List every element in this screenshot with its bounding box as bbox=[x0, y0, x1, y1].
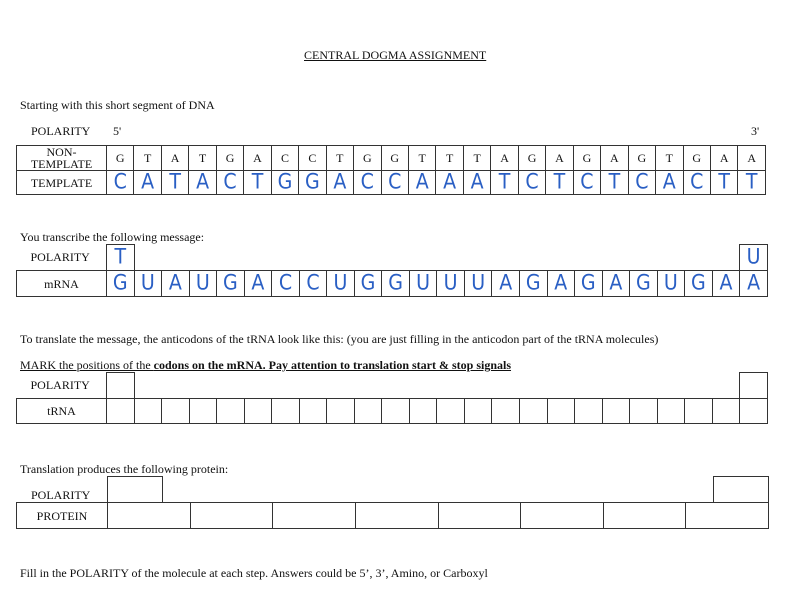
transcribe-text: You transcribe the following message: bbox=[20, 230, 205, 244]
mrna-polarity-spacer bbox=[134, 245, 162, 271]
trna-anticodon-cell[interactable] bbox=[244, 399, 272, 424]
template-base-cell[interactable] bbox=[546, 171, 573, 195]
protein-text: Translation produces the following protein: bbox=[20, 462, 229, 476]
mrna-polarity-spacer bbox=[630, 245, 658, 271]
trna-polarity-spacer bbox=[189, 373, 217, 399]
protein-polarity-label: POLARITY bbox=[31, 488, 91, 502]
mrna-base: A bbox=[499, 270, 513, 296]
mrna-polarity-row bbox=[17, 245, 768, 271]
mrna-polarity-spacer bbox=[354, 245, 382, 271]
mrna-base: A bbox=[719, 270, 733, 296]
protein-amino-acid-cell[interactable] bbox=[355, 503, 438, 529]
nontemplate-base: A bbox=[244, 146, 271, 171]
template-base: A bbox=[470, 170, 484, 195]
protein-amino-acid-cell[interactable] bbox=[686, 503, 769, 529]
mrna-polarity-spacer bbox=[492, 245, 520, 271]
nontemplate-base: G bbox=[354, 146, 381, 171]
mrna-base: C bbox=[278, 270, 293, 296]
trna-table bbox=[16, 372, 768, 424]
trna-polarity-spacer bbox=[272, 373, 300, 399]
mrna-base-cell[interactable] bbox=[189, 271, 217, 297]
trna-polarity-spacer bbox=[162, 373, 190, 399]
template-base: T bbox=[608, 170, 621, 195]
mrna-polarity-right: U bbox=[746, 244, 761, 270]
mrna-base-cell[interactable] bbox=[354, 271, 382, 297]
template-base: T bbox=[745, 170, 758, 195]
mrna-base-cell[interactable] bbox=[162, 271, 190, 297]
template-base-cell[interactable] bbox=[107, 171, 134, 195]
protein-amino-acid-cell[interactable] bbox=[190, 503, 273, 529]
trna-anticodon-cell[interactable] bbox=[547, 399, 575, 424]
nontemplate-base: G bbox=[628, 146, 655, 171]
mark-text-prefix: MARK the positions of the bbox=[20, 358, 154, 372]
mrna-base: A bbox=[554, 270, 568, 296]
mrna-polarity-box-right[interactable] bbox=[740, 245, 768, 271]
trna-polarity-spacer bbox=[630, 373, 658, 399]
trna-label: tRNA bbox=[17, 399, 107, 424]
mrna-base-cell[interactable] bbox=[602, 271, 630, 297]
template-base-cell[interactable] bbox=[573, 171, 600, 195]
protein-polarity-box-left[interactable] bbox=[107, 476, 163, 503]
trna-anticodon-cell[interactable] bbox=[575, 399, 603, 424]
template-base-cell[interactable] bbox=[491, 171, 518, 195]
template-base: A bbox=[141, 170, 155, 195]
template-base-cell[interactable] bbox=[463, 171, 490, 195]
trna-polarity-spacer bbox=[519, 373, 547, 399]
template-base: G bbox=[277, 170, 293, 195]
mrna-base: C bbox=[306, 270, 320, 296]
mrna-base-cell[interactable] bbox=[382, 271, 410, 297]
mrna-base: U bbox=[443, 270, 458, 296]
mrna-polarity-spacer bbox=[519, 245, 547, 271]
protein-amino-acid-cell[interactable] bbox=[108, 503, 191, 529]
template-base: A bbox=[196, 170, 210, 195]
nontemplate-base: G bbox=[107, 146, 134, 171]
nontemplate-base: C bbox=[271, 146, 298, 171]
template-base: C bbox=[580, 170, 594, 195]
intro-text: Starting with this short segment of DNA bbox=[20, 98, 215, 112]
template-base: C bbox=[635, 170, 649, 195]
trna-anticodon-cell[interactable] bbox=[712, 399, 740, 424]
protein-amino-acid-cell[interactable] bbox=[521, 503, 604, 529]
template-base: C bbox=[388, 170, 402, 195]
mrna-base: U bbox=[195, 270, 210, 296]
trna-polarity-box-left[interactable] bbox=[107, 373, 135, 399]
trna-polarity-spacer bbox=[354, 373, 382, 399]
mrna-row bbox=[17, 271, 768, 297]
page-title: CENTRAL DOGMA ASSIGNMENT bbox=[304, 48, 487, 62]
template-base: G bbox=[305, 170, 320, 195]
trna-anticodon-cell[interactable] bbox=[134, 399, 162, 424]
mrna-polarity-spacer bbox=[189, 245, 217, 271]
template-row bbox=[17, 171, 766, 195]
mrna-polarity-spacer bbox=[464, 245, 492, 271]
mrna-base-cell[interactable] bbox=[657, 271, 685, 297]
template-base-cell[interactable] bbox=[518, 171, 545, 195]
mrna-base: A bbox=[747, 270, 761, 296]
template-base: A bbox=[662, 170, 676, 195]
template-base: A bbox=[415, 170, 429, 195]
trna-polarity-label: POLARITY bbox=[30, 378, 90, 393]
trna-anticodon-cell[interactable] bbox=[464, 399, 492, 424]
mrna-polarity-spacer bbox=[299, 245, 327, 271]
nontemplate-base: T bbox=[408, 146, 435, 171]
protein-polarity-box-right[interactable] bbox=[713, 476, 769, 503]
nontemplate-base: A bbox=[161, 146, 188, 171]
mrna-polarity-spacer bbox=[547, 245, 575, 271]
trna-polarity-spacer bbox=[547, 373, 575, 399]
trna-anticodon-cell[interactable] bbox=[107, 399, 135, 424]
template-base: T bbox=[169, 170, 181, 195]
mrna-polarity-spacer bbox=[575, 245, 603, 271]
mrna-base: U bbox=[663, 270, 678, 296]
mrna-label: mRNA bbox=[17, 271, 107, 297]
mrna-base-cell[interactable] bbox=[217, 271, 245, 297]
trna-anticodon-cell[interactable] bbox=[162, 399, 190, 424]
mrna-base: G bbox=[691, 270, 706, 296]
mrna-polarity-spacer bbox=[162, 245, 190, 271]
mrna-polarity-spacer bbox=[712, 245, 740, 271]
protein-label: PROTEIN bbox=[17, 503, 108, 529]
trna-anticodon-cell[interactable] bbox=[327, 399, 355, 424]
protein-amino-acid-cell[interactable] bbox=[273, 503, 356, 529]
template-base: T bbox=[498, 170, 511, 195]
nontemplate-base: A bbox=[710, 146, 737, 171]
template-base-cell[interactable] bbox=[216, 171, 243, 195]
nontemplate-base: A bbox=[546, 146, 573, 171]
template-base-cell[interactable] bbox=[299, 171, 326, 195]
nontemplate-base: A bbox=[738, 146, 766, 171]
dna-polarity-3prime: 3' bbox=[751, 124, 760, 138]
mrna-base: A bbox=[251, 270, 265, 296]
trna-polarity-spacer bbox=[382, 373, 410, 399]
nontemplate-base: G bbox=[216, 146, 243, 171]
template-base: T bbox=[251, 170, 264, 195]
trna-anticodon-cell[interactable] bbox=[685, 399, 713, 424]
trna-anticodon-cell[interactable] bbox=[602, 399, 630, 424]
mrna-base-cell[interactable] bbox=[327, 271, 355, 297]
dna-table bbox=[16, 145, 766, 195]
protein-row bbox=[17, 503, 769, 529]
mrna-base-cell[interactable] bbox=[630, 271, 658, 297]
trna-anticodon-cell[interactable] bbox=[437, 399, 465, 424]
trna-polarity-spacer bbox=[409, 373, 437, 399]
template-base: T bbox=[718, 170, 730, 195]
mrna-base-cell[interactable] bbox=[492, 271, 520, 297]
template-base-cell[interactable] bbox=[436, 171, 463, 195]
mrna-polarity-box-left[interactable] bbox=[107, 245, 135, 271]
template-base-cell[interactable] bbox=[683, 171, 710, 195]
trna-polarity-box-right[interactable] bbox=[740, 373, 768, 399]
mrna-base-cell[interactable] bbox=[134, 271, 162, 297]
mrna-polarity-spacer bbox=[327, 245, 355, 271]
mrna-base-cell[interactable] bbox=[464, 271, 492, 297]
mrna-base: U bbox=[333, 270, 348, 296]
template-base: T bbox=[553, 170, 566, 195]
mrna-polarity-spacer bbox=[272, 245, 300, 271]
mrna-base: G bbox=[360, 270, 376, 296]
nontemplate-row bbox=[17, 146, 766, 171]
mark-text-bold: codons on the mRNA. Pay attention to translation start & stop signals bbox=[153, 358, 512, 372]
mrna-base-cell[interactable] bbox=[712, 271, 740, 297]
template-base-cell[interactable] bbox=[628, 171, 655, 195]
mrna-base-cell[interactable] bbox=[107, 271, 135, 297]
trna-polarity-spacer bbox=[464, 373, 492, 399]
nontemplate-base: G bbox=[518, 146, 545, 171]
trna-anticodon-cell[interactable] bbox=[492, 399, 520, 424]
trna-anticodon-cell[interactable] bbox=[299, 399, 327, 424]
trna-polarity-spacer bbox=[244, 373, 272, 399]
nontemplate-base: G bbox=[381, 146, 408, 171]
protein-amino-acid-cell[interactable] bbox=[438, 503, 521, 529]
nontemplate-base: T bbox=[134, 146, 161, 171]
trna-polarity-spacer bbox=[217, 373, 245, 399]
template-base: C bbox=[525, 170, 539, 195]
trna-polarity-spacer bbox=[492, 373, 520, 399]
trna-polarity-spacer bbox=[134, 373, 162, 399]
nontemplate-base: T bbox=[326, 146, 353, 171]
template-base-cell[interactable] bbox=[381, 171, 408, 195]
mrna-base: G bbox=[580, 270, 596, 296]
template-base-cell[interactable] bbox=[656, 171, 683, 195]
mrna-base-cell[interactable] bbox=[244, 271, 272, 297]
translate-text: To translate the message, the anticodons of the tRNA look like this: (you are just filling in the anticodon part of the tRNA molecules) bbox=[20, 332, 659, 346]
mrna-polarity-left: T bbox=[114, 244, 127, 270]
mrna-polarity-spacer bbox=[382, 245, 410, 271]
template-base-cell[interactable] bbox=[738, 171, 766, 195]
nontemplate-label: NON-TEMPLATE bbox=[17, 146, 107, 171]
mrna-base-cell[interactable] bbox=[272, 271, 300, 297]
trna-anticodon-cell[interactable] bbox=[189, 399, 217, 424]
trna-anticodon-cell[interactable] bbox=[519, 399, 547, 424]
template-base: A bbox=[333, 170, 347, 195]
nontemplate-base: G bbox=[683, 146, 710, 171]
template-base: C bbox=[360, 170, 374, 195]
trna-polarity-spacer bbox=[327, 373, 355, 399]
mrna-base-cell[interactable] bbox=[299, 271, 327, 297]
mrna-base: G bbox=[388, 270, 403, 296]
mrna-base: G bbox=[635, 270, 651, 296]
mrna-base-cell[interactable] bbox=[575, 271, 603, 297]
footer-text: Fill in the POLARITY of the molecule at each step. Answers could be 5’, 3’, Amino, or Carboxyl bbox=[20, 566, 488, 580]
trna-anticodon-cell[interactable] bbox=[740, 399, 768, 424]
mrna-base-cell[interactable] bbox=[519, 271, 547, 297]
nontemplate-base: T bbox=[463, 146, 490, 171]
trna-anticodon-cell[interactable] bbox=[354, 399, 382, 424]
trna-anticodon-cell[interactable] bbox=[217, 399, 245, 424]
template-base-cell[interactable] bbox=[244, 171, 271, 195]
dna-polarity-5prime: 5' bbox=[113, 124, 122, 138]
mrna-polarity-spacer bbox=[244, 245, 272, 271]
template-base: C bbox=[113, 170, 127, 195]
trna-anticodon-cell[interactable] bbox=[272, 399, 300, 424]
nontemplate-base: T bbox=[189, 146, 216, 171]
trna-anticodon-cell[interactable] bbox=[657, 399, 685, 424]
protein-amino-acid-cell[interactable] bbox=[603, 503, 686, 529]
nontemplate-base: A bbox=[491, 146, 518, 171]
mrna-polarity-spacer bbox=[437, 245, 465, 271]
mrna-base-cell[interactable] bbox=[740, 271, 768, 297]
mrna-base: U bbox=[416, 270, 431, 296]
nontemplate-base: A bbox=[601, 146, 628, 171]
mrna-base: U bbox=[471, 270, 486, 296]
trna-polarity-spacer bbox=[575, 373, 603, 399]
template-base-cell[interactable] bbox=[326, 171, 353, 195]
mrna-base-cell[interactable] bbox=[547, 271, 575, 297]
protein-table bbox=[16, 502, 769, 529]
template-base: C bbox=[223, 170, 237, 195]
mrna-base-cell[interactable] bbox=[685, 271, 713, 297]
template-base-cell[interactable] bbox=[271, 171, 298, 195]
template-base: C bbox=[690, 170, 704, 195]
trna-polarity-row bbox=[17, 373, 768, 399]
dna-polarity-label: POLARITY bbox=[31, 124, 91, 138]
nontemplate-base: G bbox=[573, 146, 600, 171]
mrna-polarity-label: POLARITY bbox=[30, 250, 90, 265]
mrna-base: A bbox=[168, 270, 182, 296]
trna-anticodon-cell[interactable] bbox=[409, 399, 437, 424]
trna-anticodon-cell[interactable] bbox=[630, 399, 658, 424]
mrna-base: G bbox=[525, 270, 541, 296]
nontemplate-base: C bbox=[299, 146, 326, 171]
mrna-base-cell[interactable] bbox=[409, 271, 437, 297]
mrna-base: G bbox=[112, 270, 128, 296]
nontemplate-base: T bbox=[436, 146, 463, 171]
mrna-base: G bbox=[223, 270, 238, 296]
mrna-polarity-spacer bbox=[657, 245, 685, 271]
trna-polarity-spacer bbox=[437, 373, 465, 399]
mrna-polarity-spacer bbox=[409, 245, 437, 271]
mrna-polarity-spacer bbox=[217, 245, 245, 271]
template-base-cell[interactable] bbox=[710, 171, 737, 195]
mrna-base: U bbox=[140, 270, 155, 296]
mrna-table bbox=[16, 244, 768, 297]
template-label: TEMPLATE bbox=[17, 171, 107, 195]
template-base-cell[interactable] bbox=[601, 171, 628, 195]
trna-polarity-spacer bbox=[685, 373, 713, 399]
mrna-base: A bbox=[609, 270, 623, 296]
trna-row bbox=[17, 399, 768, 424]
nontemplate-base: T bbox=[656, 146, 683, 171]
trna-polarity-spacer bbox=[602, 373, 630, 399]
template-base-cell[interactable] bbox=[161, 171, 188, 195]
trna-anticodon-cell[interactable] bbox=[382, 399, 410, 424]
template-base-cell[interactable] bbox=[189, 171, 216, 195]
mrna-base-cell[interactable] bbox=[437, 271, 465, 297]
template-base: A bbox=[443, 170, 457, 195]
template-base-cell[interactable] bbox=[354, 171, 381, 195]
trna-polarity-spacer bbox=[712, 373, 740, 399]
trna-polarity-spacer bbox=[299, 373, 327, 399]
template-base-cell[interactable] bbox=[408, 171, 435, 195]
mark-instruction bbox=[20, 358, 511, 373]
mrna-polarity-spacer bbox=[685, 245, 713, 271]
template-base-cell[interactable] bbox=[134, 171, 161, 195]
mrna-polarity-spacer bbox=[602, 245, 630, 271]
trna-polarity-spacer bbox=[657, 373, 685, 399]
